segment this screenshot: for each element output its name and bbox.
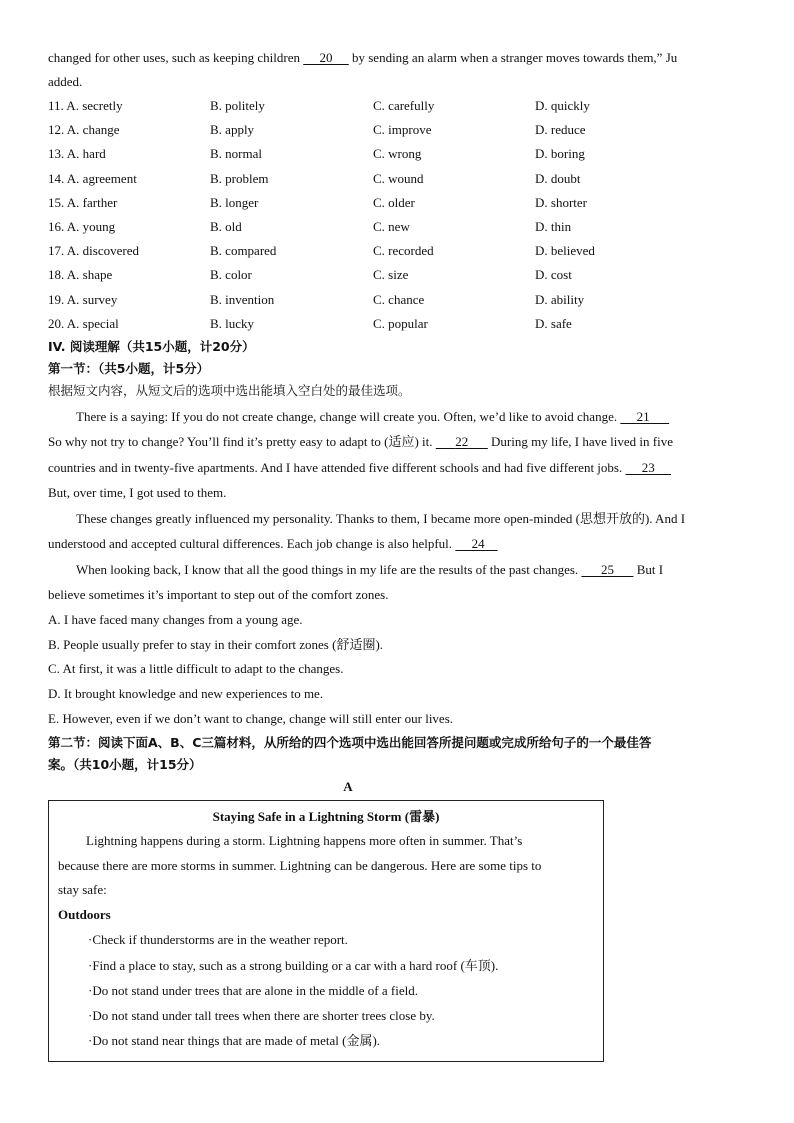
exam-page xyxy=(48,46,748,1062)
intro-line-1 xyxy=(48,46,748,70)
option-row-15: 15. A. farther B. longer C. older D. shorter xyxy=(48,194,587,210)
section-heading: IV. 阅读理解（共15小题，计20分） xyxy=(48,338,255,354)
option-row-17: 17. A. discovered B. compared C. recorded D. believed xyxy=(48,243,595,259)
part2-heading-line-2: 案。（共10小题，计15分） xyxy=(48,756,202,772)
intro-line-2: added. xyxy=(48,74,83,89)
choice-d: D. It brought knowledge and new experiences to me. xyxy=(48,686,324,702)
option-row-11: 11. A. secretly B. politely C. carefully D. quickly xyxy=(48,98,590,113)
article-a-box xyxy=(48,800,604,1063)
passage-line: These changes greatly influenced my personality. Thanks to them, I became more open-minded (思想开放的). And I xyxy=(76,510,686,526)
passage-line: When looking back, I know that all the good things in my life are the results of the past changes. 25 But I xyxy=(48,557,748,583)
article-text: stay safe: xyxy=(58,882,107,898)
option-row-12: 12. A. change B. apply C. improve D. reduce xyxy=(48,122,586,138)
cloze-options xyxy=(48,94,748,336)
article-subheading: Outdoors xyxy=(58,906,111,922)
option-row-14: 14. A. agreement B. problem C. wound D. doubt xyxy=(48,170,581,186)
passage-line: But, over time, I got used to them. xyxy=(48,485,227,501)
passage xyxy=(48,404,748,608)
article-label: A xyxy=(343,778,353,794)
choice-a: A. I have faced many changes from a young age. xyxy=(48,611,303,627)
option-row-16: 16. A. young B. old C. new D. thin xyxy=(48,218,572,234)
option-row-20: 20. A. special B. lucky C. popular D. safe xyxy=(48,315,572,331)
part1-heading: 第一节：（共5小题，计5分） xyxy=(48,360,210,376)
tip-item: ·Do not stand near things that are made of metal (金属). xyxy=(88,1033,381,1049)
blank-21: 21 xyxy=(636,408,650,424)
passage-line: countries and in twenty-five apartments. And I have attended five different schools and had five different jobs. 23 xyxy=(48,455,748,481)
article-title: Staying Safe in a Lightning Storm (雷暴) xyxy=(212,808,440,824)
tip-item: ·Check if thunderstorms are in the weather report. xyxy=(88,932,348,948)
passage-line: There is a saying: If you do not create change, change will create you. Often, we’d like to avoid change. 21 xyxy=(48,404,748,430)
part1-instruction: 根据短文内容，从短文后的选项中选出能填入空白处的最佳选项。 xyxy=(48,382,411,398)
passage-line: understood and accepted cultural differences. Each job change is also helpful. 24 xyxy=(48,531,748,557)
tip-item: ·Find a place to stay, such as a strong building or a car with a hard roof (车顶). xyxy=(88,957,499,973)
choice-c: C. At first, it was a little difficult to adapt to the changes. xyxy=(48,661,344,677)
blank-20: 20 xyxy=(319,50,333,65)
intro-text-after: by sending an alarm when a stranger moves towards them,” Ju xyxy=(348,50,678,65)
intro-text-before: changed for other uses, such as keeping children xyxy=(48,50,304,65)
passage-line: believe sometimes it’s important to step out of the comfort zones. xyxy=(48,587,389,603)
article-text: Lightning happens during a storm. Lightning happens more often in summer. That’s xyxy=(86,833,523,849)
tip-item: ·Do not stand under trees that are alone in the middle of a field. xyxy=(88,982,418,998)
blank-25: 25 xyxy=(600,561,614,577)
blank-24: 24 xyxy=(471,536,485,552)
answer-choices xyxy=(48,608,748,732)
article-text: because there are more storms in summer. Lightning can be dangerous. Here are some tips to xyxy=(58,857,542,873)
passage-line: So why not try to change? You’ll find it’s pretty easy to adapt to (适应) it. 22 During my life, I have lived in five xyxy=(48,429,748,455)
choice-b: B. People usually prefer to stay in their comfort zones (舒适圈). xyxy=(48,636,384,652)
option-row-18: 18. A. shape B. color C. size D. cost xyxy=(48,267,572,283)
tip-item: ·Do not stand under tall trees when there are shorter trees close by. xyxy=(88,1007,435,1023)
option-row-13: 13. A. hard B. normal C. wrong D. boring xyxy=(48,146,585,162)
part2-heading-line-1: 第二节：阅读下面A、B、C三篇材料，从所给的四个选项中选出能回答所提问题或完成所给句子的一个最佳答 xyxy=(48,734,652,750)
choice-e: E. However, even if we don’t want to change, change will still enter our lives. xyxy=(48,711,454,727)
option-row-19: 19. A. survey B. invention C. chance D. ability xyxy=(48,291,585,307)
blank-23: 23 xyxy=(641,459,655,475)
blank-22: 22 xyxy=(455,434,469,450)
